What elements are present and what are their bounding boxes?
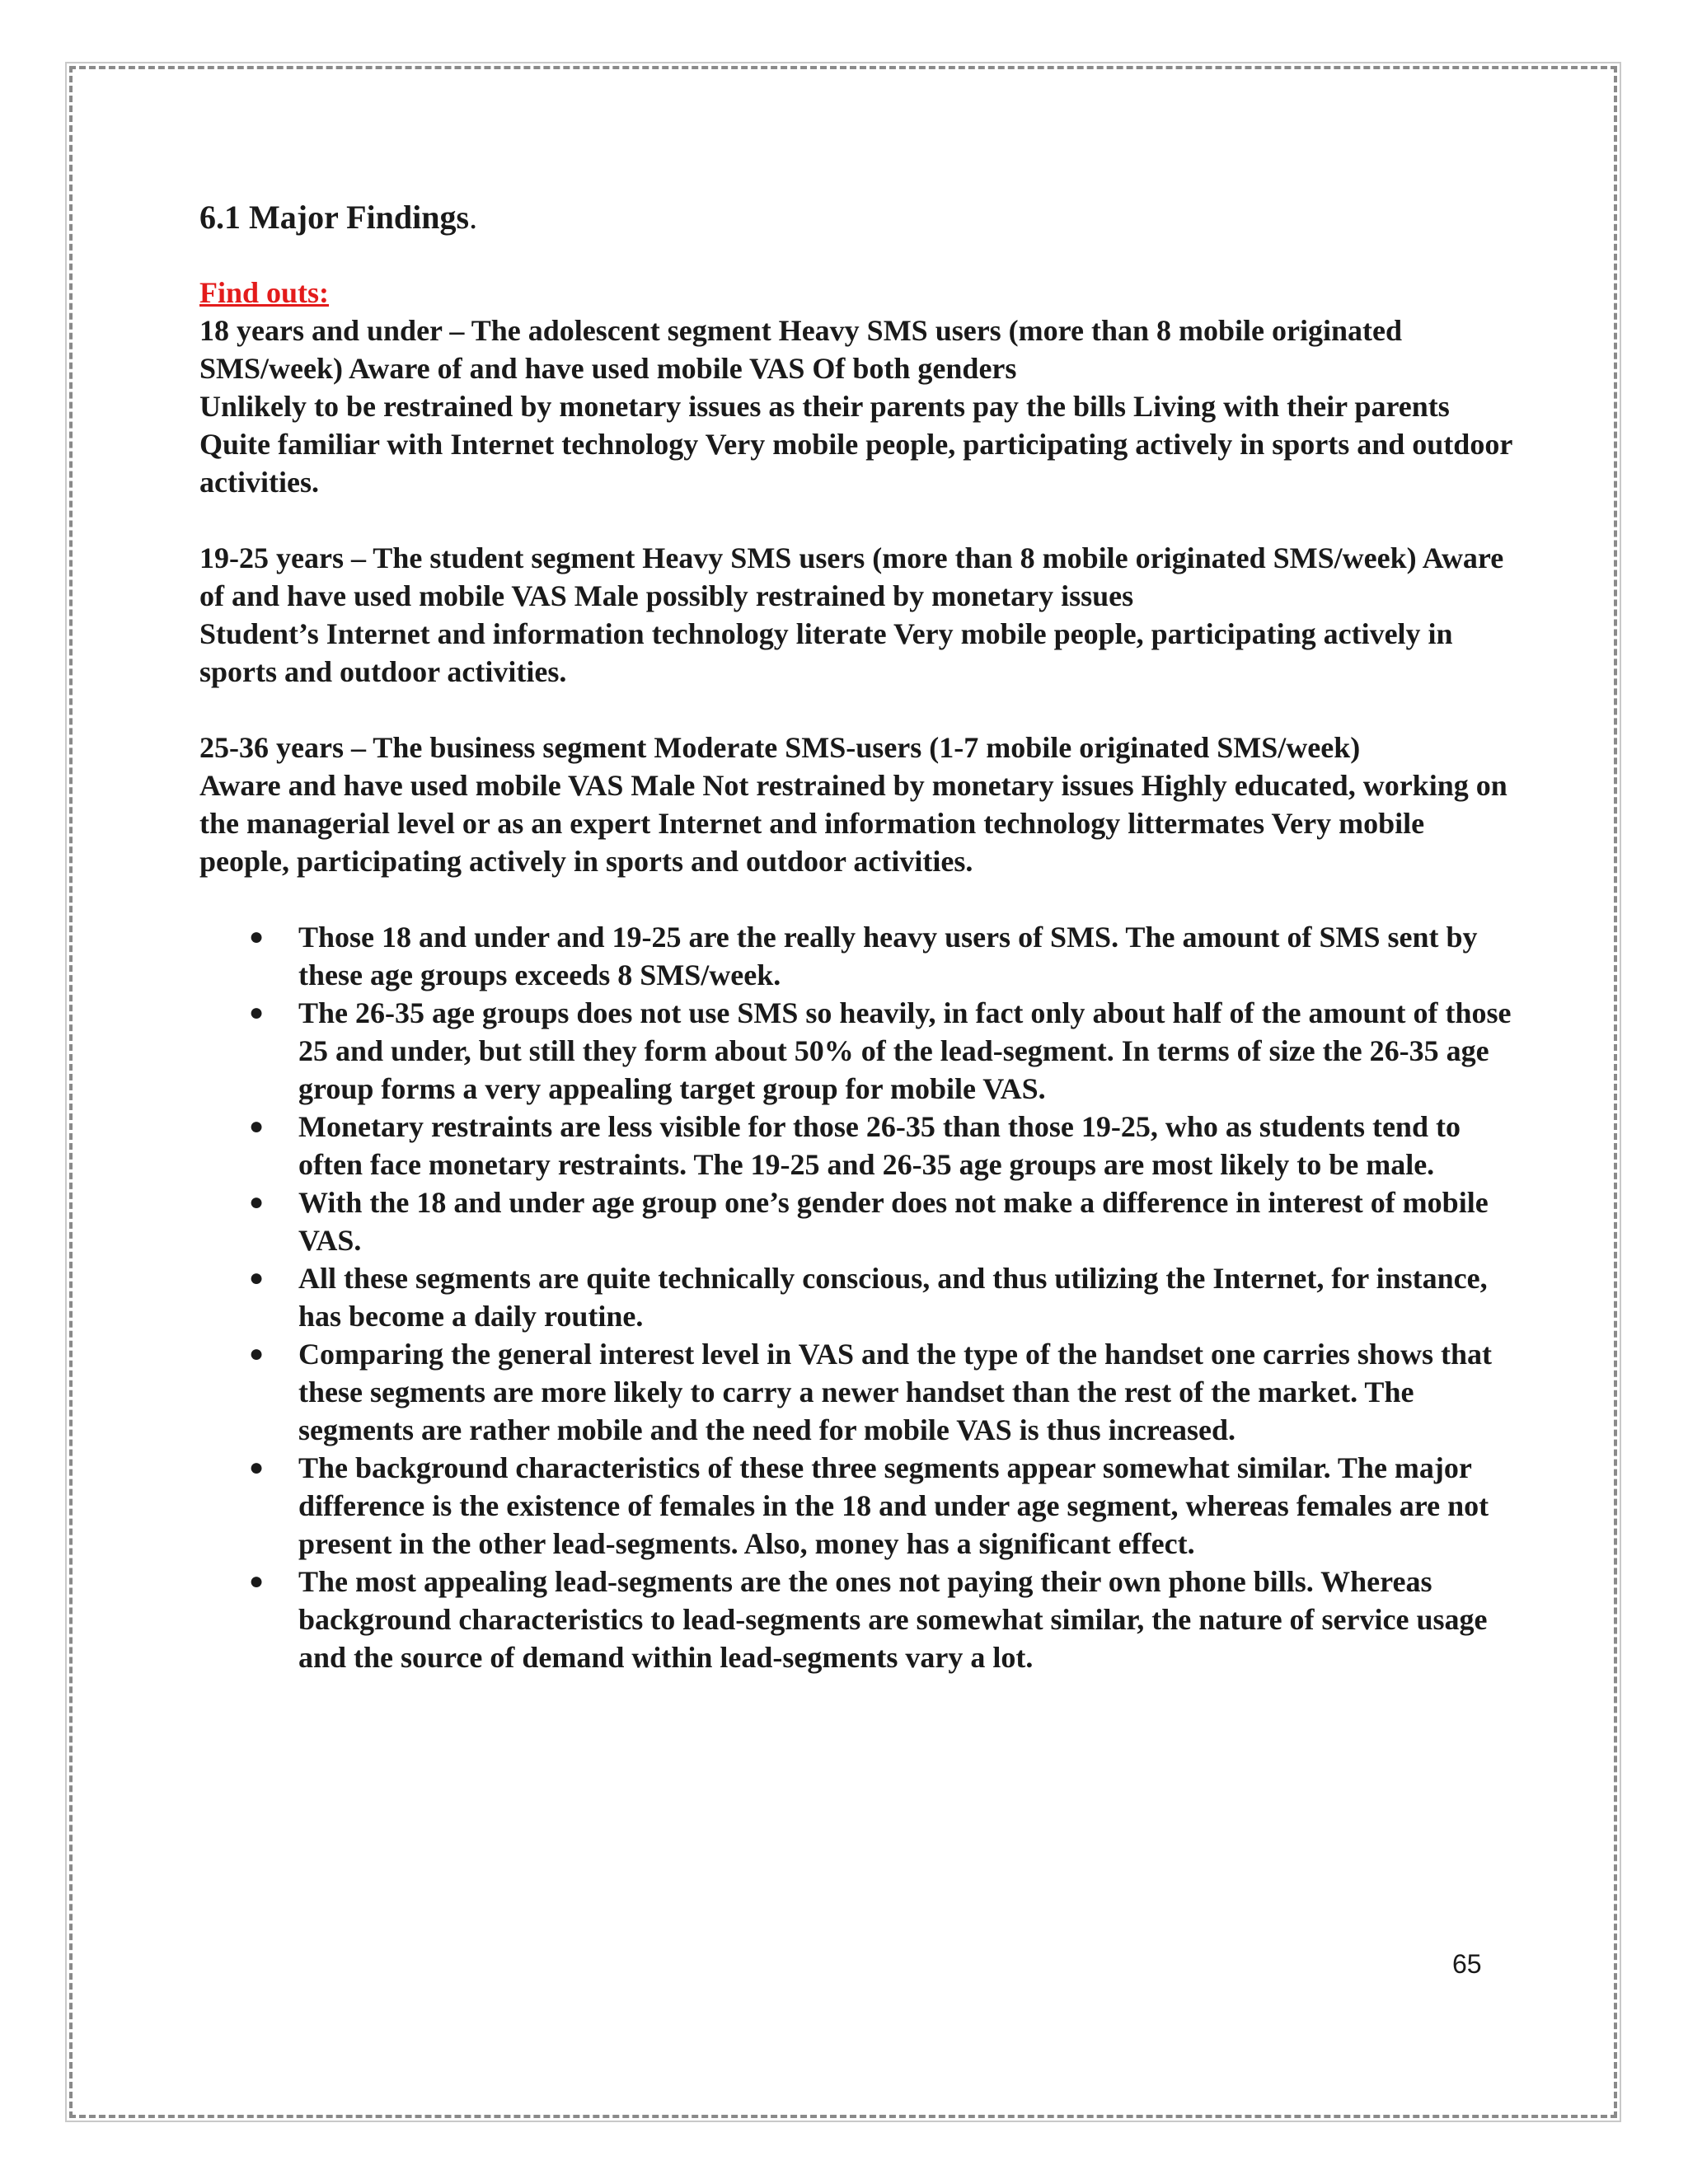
segment-line: Unlikely to be restrained by monetary issues as their parents pay the bills Living with their parents Quite familiar with Internet technology Very mobile people, participating actively in sports and outdoor activities. — [199, 390, 1512, 499]
bullet-icon: ● — [249, 1188, 265, 1216]
segment-block-student — [199, 539, 1518, 691]
bullet-icon: ● — [249, 1568, 265, 1595]
document-content — [199, 196, 1518, 1676]
segment-line: Aware and have used mobile VAS Male Not restrained by monetary issues Highly educated, working on the managerial level or as an expert Internet and information technology littermates Very mobile people, participating actively in sports and outdoor activities. — [199, 769, 1507, 878]
bullet-text: The background characteristics of these three segments appear somewhat similar. The major difference is the existence of females in the 18 and under age segment, whereas females are not present in the other lead-segments. Also, money has a significant effect. — [298, 1451, 1489, 1560]
list-item — [199, 994, 1518, 1108]
list-item — [199, 1259, 1518, 1335]
bullet-text: The most appealing lead-segments are the ones not paying their own phone bills. Whereas background characteristics to lead-segments are somewhat similar, the nature of service usage and the source of demand within lead-segments vary a lot. — [298, 1565, 1488, 1674]
segment-block-adolescent — [199, 312, 1518, 501]
findings-bullet-list — [199, 918, 1518, 1676]
find-outs-label: Find outs: — [199, 276, 330, 309]
bullet-icon: ● — [249, 999, 265, 1026]
page-number: 65 — [1452, 1949, 1482, 1979]
segment-line: 25-36 years – The business segment Moderate SMS-users (1-7 mobile originated SMS/week) — [199, 731, 1361, 764]
section-heading-text: 6.1 Major Findings — [199, 199, 470, 236]
list-item — [199, 1108, 1518, 1183]
list-item — [199, 1335, 1518, 1449]
section-heading — [199, 196, 1518, 239]
segment-line: 18 years and under – The adolescent segment Heavy SMS users (more than 8 mobile originated SMS/week) Aware of and have used mobile VAS Of both genders — [199, 314, 1402, 385]
bullet-text: Monetary restraints are less visible for those 26-35 than those 19-25, who as students tend to often face monetary restraints. The 19-25 and 26-35 age groups are most likely to be male. — [298, 1110, 1461, 1181]
bullet-text: The 26-35 age groups does not use SMS so heavily, in fact only about half of the amount of those 25 and under, but still they form about 50% of the lead-segment. In terms of size the 26-35 age group forms a very appealing target group for mobile VAS. — [298, 996, 1512, 1105]
bullet-text: Comparing the general interest level in VAS and the type of the handset one carries shows that these segments are more likely to carry a newer handset than the rest of the market. The segments are rather mobile and the need for mobile VAS is thus increased. — [298, 1338, 1492, 1446]
bullet-text: All these segments are quite technically conscious, and thus utilizing the Internet, for instance, has become a daily routine. — [298, 1262, 1488, 1333]
bullet-icon: ● — [249, 1454, 265, 1481]
section-heading-dot: . — [469, 199, 478, 236]
bullet-icon: ● — [249, 1113, 265, 1140]
list-item — [199, 1563, 1518, 1676]
list-item — [199, 1183, 1518, 1259]
segment-block-business — [199, 729, 1518, 880]
bullet-text: Those 18 and under and 19-25 are the really heavy users of SMS. The amount of SMS sent by these age groups exceeds 8 SMS/week. — [298, 921, 1478, 991]
segment-line: 19-25 years – The student segment Heavy SMS users (more than 8 mobile originated SMS/week) Aware of and have used mobile VAS Male possibly restrained by monetary issues — [199, 541, 1504, 612]
list-item — [199, 918, 1518, 994]
bullet-text: With the 18 and under age group one’s gender does not make a difference in interest of mobile VAS. — [298, 1186, 1489, 1257]
segment-line: Student’s Internet and information technology literate Very mobile people, participating actively in sports and outdoor activities. — [199, 617, 1453, 688]
bullet-icon: ● — [249, 1340, 265, 1367]
list-item — [199, 1449, 1518, 1563]
bullet-icon: ● — [249, 923, 265, 950]
bullet-icon: ● — [249, 1264, 265, 1291]
